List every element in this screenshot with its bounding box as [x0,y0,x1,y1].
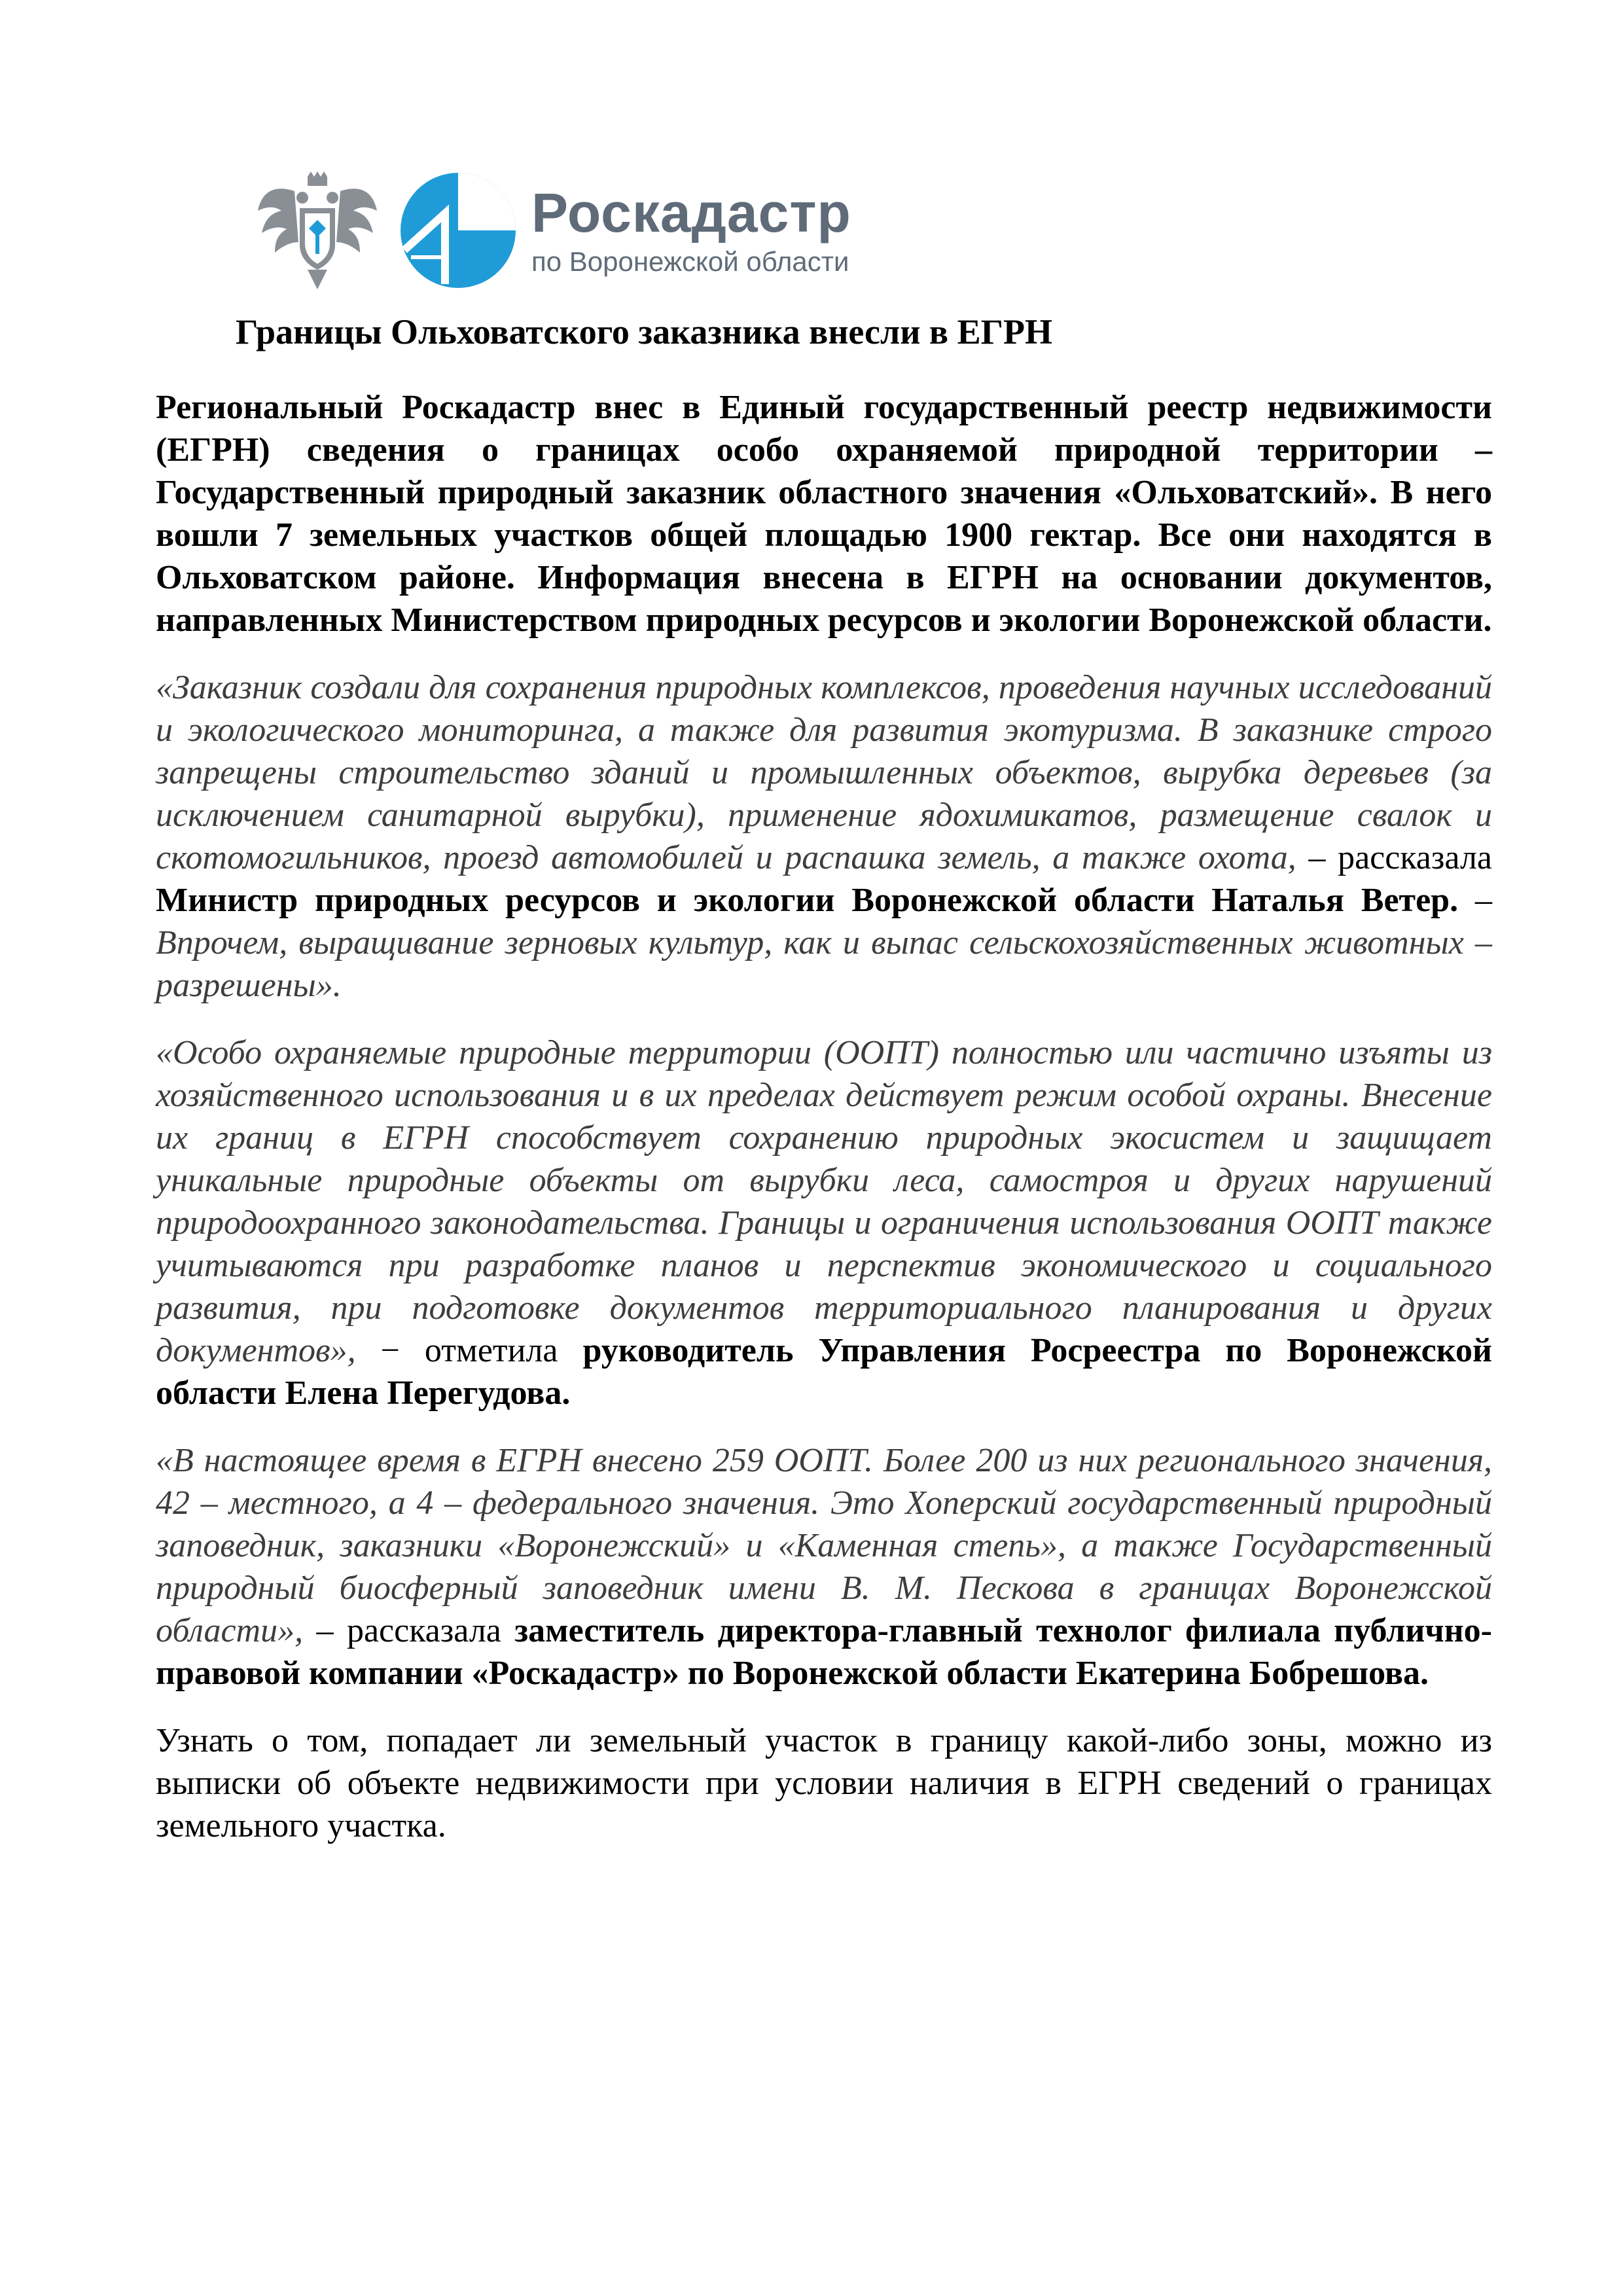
brand-text [531,182,851,277]
speaker-name: руководитель Управления Росреестра по Воронежской области Елена Перегудова. [156,1332,1493,1412]
header-logos [255,171,851,289]
brand-name: Роскадастр [531,182,851,243]
russian-coat-of-arms-icon [255,171,380,289]
attribution-verb: − отметила [355,1332,583,1369]
quote-text-continuation: Впрочем, выращивание зерновых культур, как и выпас сельскохозяйственных животных – разрешены». [156,924,1492,1004]
quote-paragraph-rosreestr [156,1031,1492,1414]
quote-text: «В настоящее время в ЕГРН внесено 259 ООПТ. Более 200 из них регионального значения, 42 – местного, а 4 – федерального значения. Это Хоперский государственный природный заповедник, заказники «Воронежский» и «Каменная степь», а также Государственный природный биосферный заповедник имени В. М. Пескова в границах Воронежской области», [156,1442,1492,1649]
page-title: Границы Ольховатского заказника внесли в ЕГРН [236,312,1052,351]
article-body [156,386,1492,1872]
closing-paragraph: Узнать о том, попадает ли земельный участок в границу какой-либо зоны, можно из выписки об объекте недвижимости при условии наличия в ЕГРН сведений о границах земельного участка. [156,1722,1492,1844]
roskadastr-logo-icon [399,171,517,289]
quote-text: «Особо охраняемые природные территории (ООПТ) полностью или частично изъяты из хозяйственного использования и в их пределах действует режим особой охраны. Внесение их границ в ЕГРН способствует сохранению природных экосистем и защищает уникальные природные объекты от вырубки леса, самостроя и других нарушений природоохранного законодательства. Границы и ограничения использования ООПТ также учитываются при разработке планов и перспектив экономического и социального развития, при подготовке документов территориального планирования и других документов», [156,1034,1492,1369]
speaker-name: Министр природных ресурсов и экологии Воронежской области Наталья Ветер. [156,882,1459,919]
quote-paragraph-roskadastr [156,1439,1492,1695]
speaker-name: заместитель директора-главный технолог филиала публично-правовой компании «Роскадастр» по Воронежской области Екатерина Бобрешова. [156,1612,1492,1692]
dash: – [1458,882,1492,919]
lead-paragraph: Региональный Роскадастр внес в Единый государственный реестр недвижимости (ЕГРН) сведения о границах особо охраняемой природной территории – Государственный природный заказник областного значения «Ольховатский». В него вошли 7 земельных участков общей площадью 1900 гектар. Все они находятся в Ольховатском районе. Информация внесена в ЕГРН на основании документов, направленных Министерством природных ресурсов и экологии Воронежской области. [156,389,1492,639]
attribution-verb: – рассказала [1296,839,1492,876]
quote-paragraph-minister [156,666,1492,1007]
brand-subtitle: по Воронежской области [531,246,849,277]
attribution-verb: – рассказала [303,1612,515,1649]
quote-text: «Заказник создали для сохранения природных комплексов, проведения научных исследований и экологического мониторинга, а также для развития экотуризма. В заказнике строго запрещены строительство зданий и промышленных объектов, вырубка деревьев (за исключением санитарной вырубки), применение ядохимикатов, размещение свалок и скотомогильников, проезд автомобилей и распашка земель, а также охота, [156,669,1492,876]
